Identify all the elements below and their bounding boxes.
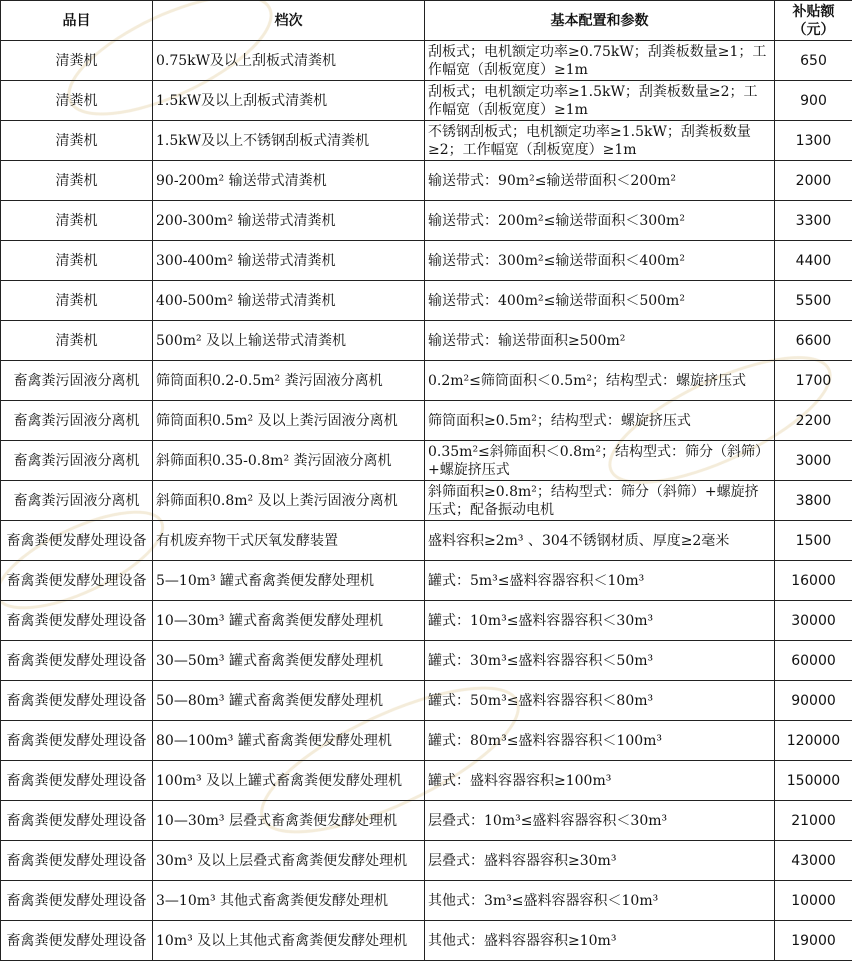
cell-config: 罐式：30m³≤盛料容器容积＜50m³ [425,641,775,681]
cell-grade: 50—80m³ 罐式畜禽粪便发酵处理机 [153,681,425,721]
cell-category: 清粪机 [1,241,153,281]
cell-category: 畜禽粪污固液分离机 [1,441,153,481]
cell-config: 输送带式：90m²≤输送带面积＜200m² [425,161,775,201]
cell-config: 输送带式：300m²≤输送带面积＜400m² [425,241,775,281]
cell-grade: 30m³ 及以上层叠式畜禽粪便发酵处理机 [153,841,425,881]
cell-category: 畜禽粪污固液分离机 [1,481,153,521]
cell-grade: 3—10m³ 其他式畜禽粪便发酵处理机 [153,881,425,921]
table-row [1,321,852,361]
cell-subsidy: 2000 [775,161,852,201]
cell-subsidy: 1700 [775,361,852,401]
cell-subsidy: 90000 [775,681,852,721]
cell-subsidy: 900 [775,81,852,121]
cell-config: 斜筛面积≥0.8m²；结构型式：筛分（斜筛）+螺旋挤压式；配备振动电机 [425,481,775,521]
cell-subsidy: 43000 [775,841,852,881]
cell-config: 盛料容积≥2m³ 、304不锈钢材质、厚度≥2毫米 [425,521,775,561]
cell-config: 其他式：盛料容器容积≥10m³ [425,921,775,961]
cell-config: 输送带式：200m²≤输送带面积＜300m² [425,201,775,241]
table-row [1,841,852,881]
cell-grade: 斜筛面积0.35-0.8m² 粪污固液分离机 [153,441,425,481]
cell-category: 清粪机 [1,121,153,161]
table-row [1,801,852,841]
table-row [1,681,852,721]
cell-grade: 5—10m³ 罐式畜禽粪便发酵处理机 [153,561,425,601]
cell-subsidy: 120000 [775,721,852,761]
cell-category: 畜禽粪便发酵处理设备 [1,561,153,601]
cell-config: 层叠式：盛料容器容积≥30m³ [425,841,775,881]
cell-category: 畜禽粪便发酵处理设备 [1,681,153,721]
table-row [1,241,852,281]
cell-config: 罐式：盛料容器容积≥100m³ [425,761,775,801]
cell-subsidy: 5500 [775,281,852,321]
cell-grade: 90-200m² 输送带式清粪机 [153,161,425,201]
cell-grade: 筛筒面积0.5m² 及以上粪污固液分离机 [153,401,425,441]
cell-category: 畜禽粪污固液分离机 [1,361,153,401]
cell-subsidy: 10000 [775,881,852,921]
cell-grade: 10m³ 及以上其他式畜禽粪便发酵处理机 [153,921,425,961]
cell-config: 0.2m²≤筛筒面积＜0.5m²；结构型式：螺旋挤压式 [425,361,775,401]
cell-grade: 500m² 及以上输送带式清粪机 [153,321,425,361]
cell-grade: 10—30m³ 层叠式畜禽粪便发酵处理机 [153,801,425,841]
table-row [1,921,852,961]
table-row [1,161,852,201]
header-subsidy: 补贴额（元） [775,1,852,41]
cell-grade: 0.75kW及以上刮板式清粪机 [153,41,425,81]
cell-category: 畜禽粪便发酵处理设备 [1,641,153,681]
cell-grade: 400-500m² 输送带式清粪机 [153,281,425,321]
cell-subsidy: 1500 [775,521,852,561]
cell-grade: 30—50m³ 罐式畜禽粪便发酵处理机 [153,641,425,681]
cell-config: 罐式：80m³≤盛料容器容积＜100m³ [425,721,775,761]
table-row [1,81,852,121]
cell-grade: 100m³ 及以上罐式畜禽粪便发酵处理机 [153,761,425,801]
cell-grade: 1.5kW及以上刮板式清粪机 [153,81,425,121]
cell-grade: 有机废弃物干式厌氧发酵装置 [153,521,425,561]
cell-category: 清粪机 [1,41,153,81]
table-header-row [1,1,852,41]
cell-grade: 斜筛面积0.8m² 及以上粪污固液分离机 [153,481,425,521]
header-category: 品目 [1,1,153,41]
cell-config: 层叠式：10m³≤盛料容器容积＜30m³ [425,801,775,841]
table-row [1,121,852,161]
cell-subsidy: 1300 [775,121,852,161]
table-row [1,721,852,761]
cell-config: 不锈钢刮板式；电机额定功率≥1.5kW；刮粪板数量≥2；工作幅宽（刮板宽度）≥1m [425,121,775,161]
cell-config: 罐式：10m³≤盛料容器容积＜30m³ [425,601,775,641]
cell-subsidy: 4400 [775,241,852,281]
cell-subsidy: 150000 [775,761,852,801]
cell-config: 输送带式：输送带面积≥500m² [425,321,775,361]
cell-category: 畜禽粪便发酵处理设备 [1,881,153,921]
cell-subsidy: 16000 [775,561,852,601]
cell-category: 清粪机 [1,161,153,201]
table-row [1,281,852,321]
cell-grade: 10—30m³ 罐式畜禽粪便发酵处理机 [153,601,425,641]
cell-subsidy: 650 [775,41,852,81]
cell-category: 清粪机 [1,281,153,321]
cell-config: 刮板式；电机额定功率≥1.5kW；刮粪板数量≥2；工作幅宽（刮板宽度）≥1m [425,81,775,121]
header-grade: 档次 [153,1,425,41]
cell-grade: 300-400m² 输送带式清粪机 [153,241,425,281]
cell-config: 输送带式：400m²≤输送带面积＜500m² [425,281,775,321]
cell-subsidy: 21000 [775,801,852,841]
cell-config: 罐式：5m³≤盛料容器容积＜10m³ [425,561,775,601]
cell-category: 畜禽粪便发酵处理设备 [1,841,153,881]
cell-category: 畜禽粪便发酵处理设备 [1,521,153,561]
cell-grade: 80—100m³ 罐式畜禽粪便发酵处理机 [153,721,425,761]
cell-category: 畜禽粪便发酵处理设备 [1,601,153,641]
header-config: 基本配置和参数 [425,1,775,41]
cell-subsidy: 6600 [775,321,852,361]
cell-subsidy: 30000 [775,601,852,641]
cell-category: 畜禽粪污固液分离机 [1,401,153,441]
cell-subsidy: 2200 [775,401,852,441]
cell-category: 清粪机 [1,81,153,121]
cell-grade: 1.5kW及以上不锈钢刮板式清粪机 [153,121,425,161]
table-row [1,441,852,481]
cell-config: 罐式：50m³≤盛料容器容积＜80m³ [425,681,775,721]
cell-subsidy: 3000 [775,441,852,481]
cell-subsidy: 3300 [775,201,852,241]
table-body [1,41,852,961]
table-row [1,641,852,681]
cell-config: 其他式：3m³≤盛料容器容积＜10m³ [425,881,775,921]
cell-subsidy: 19000 [775,921,852,961]
cell-subsidy: 60000 [775,641,852,681]
cell-config: 0.35m²≤斜筛面积＜0.8m²；结构型式：筛分（斜筛）+螺旋挤压式 [425,441,775,481]
table-row [1,361,852,401]
cell-grade: 筛筒面积0.2-0.5m² 粪污固液分离机 [153,361,425,401]
cell-config: 筛筒面积≥0.5m²；结构型式：螺旋挤压式 [425,401,775,441]
table-row [1,761,852,801]
cell-category: 畜禽粪便发酵处理设备 [1,921,153,961]
cell-category: 清粪机 [1,321,153,361]
table-row [1,41,852,81]
table-row [1,401,852,441]
table-row [1,561,852,601]
table-row [1,601,852,641]
cell-category: 清粪机 [1,201,153,241]
cell-category: 畜禽粪便发酵处理设备 [1,721,153,761]
cell-grade: 200-300m² 输送带式清粪机 [153,201,425,241]
cell-config: 刮板式；电机额定功率≥0.75kW；刮粪板数量≥1；工作幅宽（刮板宽度）≥1m [425,41,775,81]
cell-category: 畜禽粪便发酵处理设备 [1,761,153,801]
cell-subsidy: 3800 [775,481,852,521]
cell-category: 畜禽粪便发酵处理设备 [1,801,153,841]
table-row [1,521,852,561]
table-row [1,201,852,241]
table-row [1,481,852,521]
table-row [1,881,852,921]
